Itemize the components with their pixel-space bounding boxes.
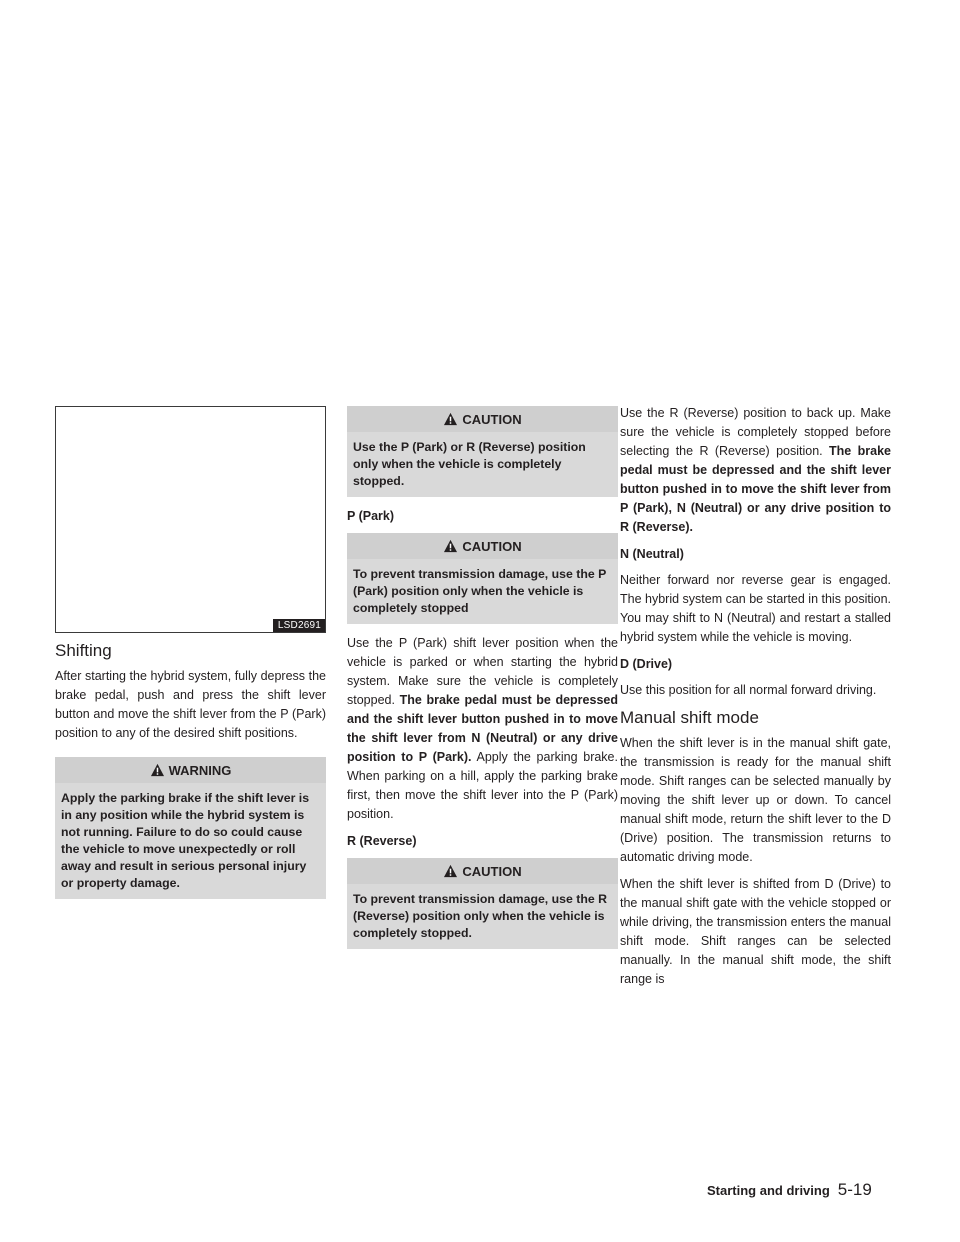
reverse-text-bold: The brake pedal must be depressed and the shift lever button pushed in to move the shift lever from P (Park), N (Neutral) or any drive position to R (Reverse). xyxy=(620,444,891,534)
column-right xyxy=(620,404,891,997)
figure-code: LSD2691 xyxy=(273,619,325,632)
caution-body-2: To prevent transmission damage, use the P (Park) position only when the vehicle is completely stopped xyxy=(353,567,607,615)
caution-title-2: CAUTION xyxy=(462,538,522,554)
caution-icon xyxy=(443,864,458,878)
caution-title-1: CAUTION xyxy=(462,411,522,427)
caution-icon xyxy=(443,539,458,553)
caution-header-2 xyxy=(347,533,618,559)
reverse-heading: R (Reverse) xyxy=(347,834,417,848)
caution-icon xyxy=(443,412,458,426)
column-left xyxy=(55,406,326,909)
warning-box xyxy=(55,757,326,899)
section-heading-manual: Manual shift mode xyxy=(620,708,759,727)
drive-paragraph: Use this position for all normal forward driving. xyxy=(620,683,877,697)
caution-box-2 xyxy=(347,533,618,624)
caution-body-1: Use the P (Park) or R (Reverse) position only when the vehicle is completely stopped. xyxy=(353,440,586,488)
caution-box-3 xyxy=(347,858,618,949)
warning-icon xyxy=(150,763,165,777)
park-text-1: Use the P (Park) shift lever position when the vehicle is parked or when starting the hybrid system. Make sure the vehicle is completely stopped. xyxy=(347,636,618,707)
park-text-2: Apply the parking brake. When parking on a hill, apply the parking brake first, then move the shift lever into the P (Park) position. xyxy=(347,750,618,821)
reverse-text-1: Use the R (Reverse) position to back up. Make sure the vehicle is completely stopped before selecting the R (Reverse) position. xyxy=(620,406,891,458)
caution-body-3: To prevent transmission damage, use the R (Reverse) position only when the vehicle is completely stopped. xyxy=(353,892,607,940)
reverse-paragraph xyxy=(620,404,891,537)
warning-title: WARNING xyxy=(168,762,232,778)
column-middle xyxy=(347,406,618,959)
page-footer xyxy=(707,1180,927,1200)
section-heading-shifting: Shifting xyxy=(55,641,112,660)
caution-box-1 xyxy=(347,406,618,497)
caution-header-3 xyxy=(347,858,618,884)
shifting-paragraph: After starting the hybrid system, fully depress the brake pedal, push and press the shift lever button and move the shift lever from the P (Park) position to any of the desired shift positions. xyxy=(55,669,326,740)
caution-title-3: CAUTION xyxy=(462,863,522,879)
park-paragraph xyxy=(347,634,618,824)
page-number: 5-19 xyxy=(837,1180,872,1199)
warning-header xyxy=(55,757,326,783)
neutral-paragraph: Neither forward nor reverse gear is engaged. The hybrid system can be started in this position. You may shift to N (Neutral) and restart a stalled hybrid system while the vehicle is moving. xyxy=(620,573,891,644)
park-heading: P (Park) xyxy=(347,509,395,523)
caution-header-1 xyxy=(347,406,618,432)
manual-paragraph-1: When the shift lever is in the manual shift gate, the transmission is ready for the manual shift mode. Shift ranges can be selected manually by moving the shift lever up or down. To cancel manual shift mode, return the shift lever to the D (Drive) position. The transmission returns to automatic driving mode. xyxy=(620,736,891,864)
park-text-bold: The brake pedal must be depressed and the shift lever button pushed in to move the shift lever from N (Neutral) or any drive position to P (Park). xyxy=(347,693,618,764)
footer-section-title: Starting and driving xyxy=(707,1183,830,1198)
manual-paragraph-2: When the shift lever is shifted from D (Drive) to the manual shift gate with the vehicle stopped or while driving, the transmission enters the manual shift mode. Shift ranges can be selected manually. In the manual shift mode, the shift range is xyxy=(620,877,891,986)
warning-body: Apply the parking brake if the shift lever is in any position while the hybrid system is not running. Failure to do so could cause the vehicle to move unexpectedly or roll away and result in serious personal injury or property damage. xyxy=(61,791,310,890)
drive-heading: D (Drive) xyxy=(620,657,673,671)
neutral-heading: N (Neutral) xyxy=(620,547,684,561)
figure-image xyxy=(55,406,326,633)
